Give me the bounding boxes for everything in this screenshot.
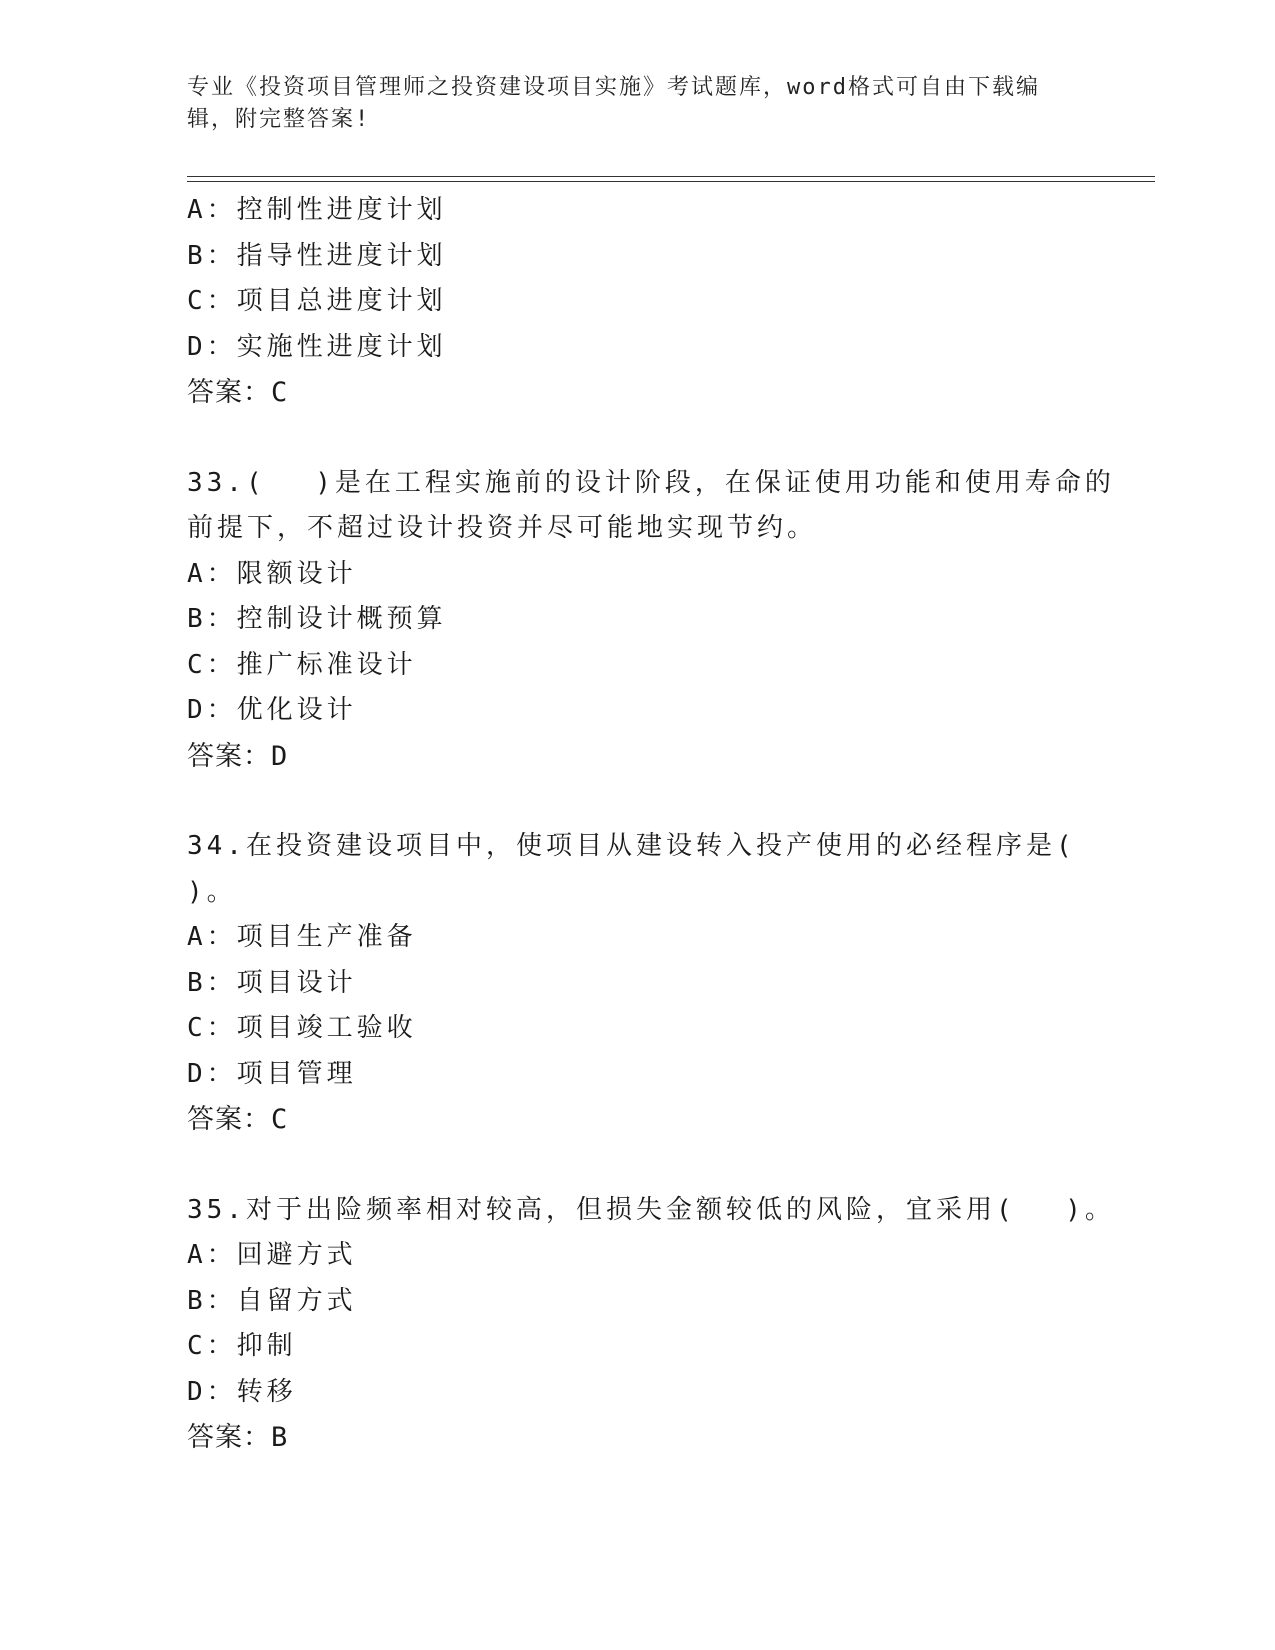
option-c: C：推广标准设计 xyxy=(187,649,417,680)
question-33 xyxy=(187,461,1115,780)
option-b: B：控制设计概预算 xyxy=(187,604,447,634)
spacer xyxy=(187,779,1067,824)
option-a: A：项目生产准备 xyxy=(187,922,417,952)
option-d: D：项目管理 xyxy=(187,1058,357,1089)
question-35 xyxy=(187,1188,1115,1461)
option-d: D：实施性进度计划 xyxy=(187,331,447,362)
question-stem-line: 前提下，不超过设计投资并尽可能地实现节约。 xyxy=(187,513,818,543)
answer: 答案：C xyxy=(187,377,289,408)
option-a: A：限额设计 xyxy=(187,558,357,589)
question-stem-line: 35.对于出险频率相对较高，但损失金额较低的风险，宜采用( )。 xyxy=(187,1194,1115,1225)
question-stem-line: 34.在投资建设项目中，使项目从建设转入投产使用的必经程序是( xyxy=(187,831,1076,861)
answer: 答案：B xyxy=(187,1422,289,1453)
question-32 xyxy=(187,188,1067,416)
header-divider-bottom xyxy=(187,181,1155,182)
option-d: D：优化设计 xyxy=(187,695,357,725)
option-a: A：控制性进度计划 xyxy=(187,195,447,225)
document-header: 专业《投资项目管理师之投资建设项目实施》考试题库，word格式可自由下载编辑，附完整答案! xyxy=(187,75,1040,132)
option-a: A：回避方式 xyxy=(187,1240,357,1270)
option-b: B：自留方式 xyxy=(187,1285,357,1316)
question-list xyxy=(187,188,1115,1461)
option-d: D：转移 xyxy=(187,1376,297,1407)
spacer xyxy=(187,416,1067,461)
question-stem-line: 33.( )是在工程实施前的设计阶段，在保证使用功能和使用寿命的 xyxy=(187,467,1115,498)
answer: 答案：C xyxy=(187,1104,289,1135)
option-b: B：指导性进度计划 xyxy=(187,240,447,271)
option-c: C：抑制 xyxy=(187,1331,297,1361)
question-stem-line: )。 xyxy=(187,876,237,907)
option-b: B：项目设计 xyxy=(187,967,357,998)
header-divider-top xyxy=(187,176,1155,177)
option-c: C：项目总进度计划 xyxy=(187,286,447,316)
spacer xyxy=(187,1143,1067,1188)
question-34 xyxy=(187,824,1076,1143)
answer: 答案：D xyxy=(187,740,289,772)
option-c: C：项目竣工验收 xyxy=(187,1013,417,1043)
